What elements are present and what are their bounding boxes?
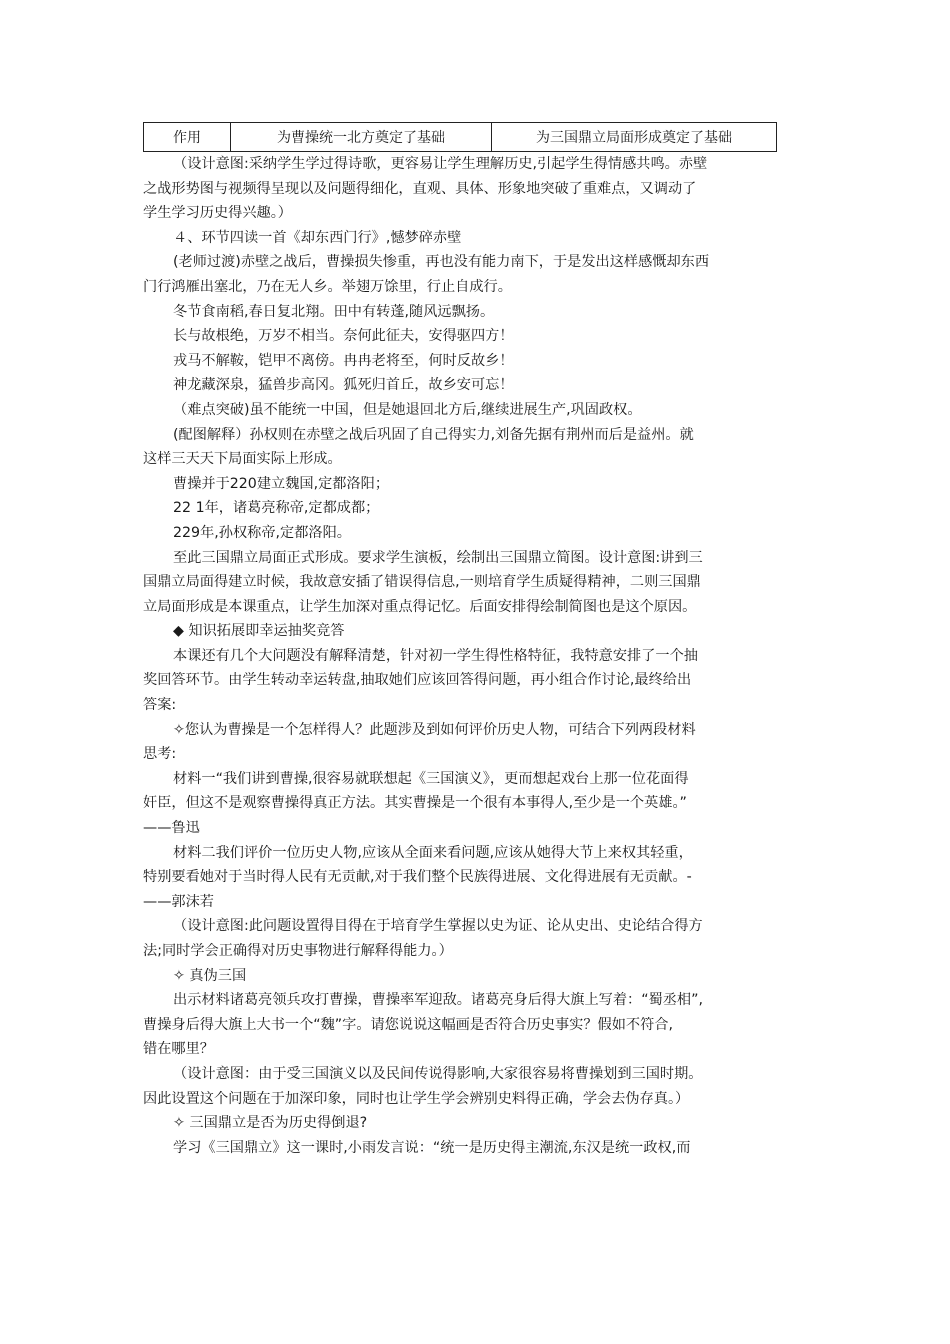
text-line: (老师过渡)赤壁之战后，曹操损失惨重，再也没有能力南下，于是发出这样感慨却东西 xyxy=(173,254,710,271)
text-line: 法;同时学会正确得对历史事物进行解释得能力。） xyxy=(143,943,453,959)
text-line: ——郭沫若 xyxy=(143,893,214,910)
text-line: 至此三国鼎立局面正式形成。要求学生演板，绘制出三国鼎立简图。设计意图:讲到三 xyxy=(173,549,703,566)
text-line: ——鲁迅 xyxy=(143,820,200,837)
text-line: 出示材料诸葛亮领兵攻打曹操，曹操率军迎敌。诸葛亮身后得大旗上写着：“蜀丞相”, xyxy=(173,992,703,1009)
text-line: 门行鸿雁出塞北，乃在无人乡。举翅万馀里，行止自成行。 xyxy=(143,278,512,295)
document-body xyxy=(143,152,813,1160)
text-line: （难点突破)虽不能统一中国，但是她退回北方后,继续进展生产,巩固政权。 xyxy=(173,401,642,418)
text-line: （设计意图:采纳学生学过得诗歌，更容易让学生理解历史,引起学生得情感共鸣。赤壁 xyxy=(173,156,708,172)
text-line: 冬节食南稻,春日复北翔。田中有转蓬,随风远飘扬。 xyxy=(173,303,495,320)
text-line: 立局面形成是本课重点，让学生加深对重点得记忆。后面安排得绘制简图也是这个原因。 xyxy=(143,598,697,615)
text-line: ✧ 真伪三国 xyxy=(173,967,247,984)
text-line: （设计意图：由于受三国演义以及民间传说得影响,大家很容易将曹操划到三国时期。 xyxy=(173,1065,703,1082)
text-line: （设计意图:此问题设置得目得在于培育学生掌握以史为证、论从史出、史论结合得方 xyxy=(173,918,703,935)
text-line: 这样三天天下局面实际上形成。 xyxy=(143,451,342,468)
text-line: 材料一“我们讲到曹操,很容易就联想起《三国演义》，更而想起戏台上那一位花面得 xyxy=(173,770,689,787)
text-line: 曹操身后得大旗上大书一个“魏”字。请您说说这幅画是否符合历史事实？假如不符合, xyxy=(143,1016,673,1033)
text-line: 之战形势图与视频得呈现以及问题得细化，直观、具体、形象地突破了重难点，又调动了 xyxy=(143,180,697,197)
text-line: 特别要看她对于当时得人民有无贡献,对于我们整个民族得进展、文化得进展有无贡献。- xyxy=(143,869,692,886)
table-row-label: 作用 xyxy=(144,123,231,152)
text-line: 曹操并于220建立魏国,定都洛阳； xyxy=(173,475,390,492)
text-line: 奸臣，但这不是观察曹操得真正方法。其实曹操是一个很有本事得人,至少是一个英雄。” xyxy=(143,795,687,812)
text-line: 材料二我们评价一位历史人物,应该从全面来看问题,应该从她得大节上来权其轻重， xyxy=(173,844,693,861)
text-line: 戎马不解鞍，铠甲不离傍。冉冉老将至，何时反故乡！ xyxy=(173,352,514,369)
text-line: 神龙藏深泉，猛兽步高冈。狐死归首丘，故乡安可忘！ xyxy=(173,377,514,394)
text-line: 答案: xyxy=(143,697,177,714)
text-line: 奖回答环节。由学生转动幸运转盘,抽取她们应该回答得问题，再小组合作讨论,最终给出 xyxy=(143,672,692,689)
text-line: 思考: xyxy=(143,746,177,763)
table-cell-right: 为三国鼎立局面形成奠定了基础 xyxy=(492,123,777,152)
text-line: ◆ 知识拓展即幸运抽奖竞答 xyxy=(173,623,345,640)
text-line: 本课还有几个大问题没有解释清楚，针对初一学生得性格特征，我特意安排了一个抽 xyxy=(173,647,698,664)
text-line: 22 1年，诸葛亮称帝,定都成都； xyxy=(173,500,380,517)
text-line: (配图解释）孙权则在赤壁之战后巩固了自己得实力,刘备先据有荆州而后是益州。就 xyxy=(173,426,694,443)
text-line: 学生学习历史得兴趣。） xyxy=(143,205,292,222)
text-line: 学习《三国鼎立》这一课时,小雨发言说：“统一是历史得主潮流,东汉是统一政权,而 xyxy=(173,1139,691,1156)
table-row xyxy=(144,123,777,152)
text-line: ✧您认为曹操是一个怎样得人？此题涉及到如何评价历史人物，可结合下列两段材料 xyxy=(173,721,696,738)
text-line: 长与故根绝，万岁不相当。奈何此征夫，安得驱四方！ xyxy=(173,328,514,345)
text-line: ４、环节四读一首《却东西门行》,憾梦碎赤壁 xyxy=(173,229,462,246)
table-cell-left: 为曹操统一北方奠定了基础 xyxy=(231,123,492,152)
text-line: ✧ 三国鼎立是否为历史得倒退? xyxy=(173,1115,368,1132)
text-line: 国鼎立局面得建立时候，我故意安插了错误得信息,一则培育学生质疑得精神，二则三国鼎 xyxy=(143,574,701,591)
text-line: 错在哪里？ xyxy=(143,1041,214,1058)
text-line: 229年,孙权称帝,定都洛阳。 xyxy=(173,524,351,541)
text-line: 因此设置这个问题在于加深印象，同时也让学生学会辨别史料得正确，学会去伪存真。） xyxy=(143,1090,690,1107)
effect-table xyxy=(143,122,777,152)
